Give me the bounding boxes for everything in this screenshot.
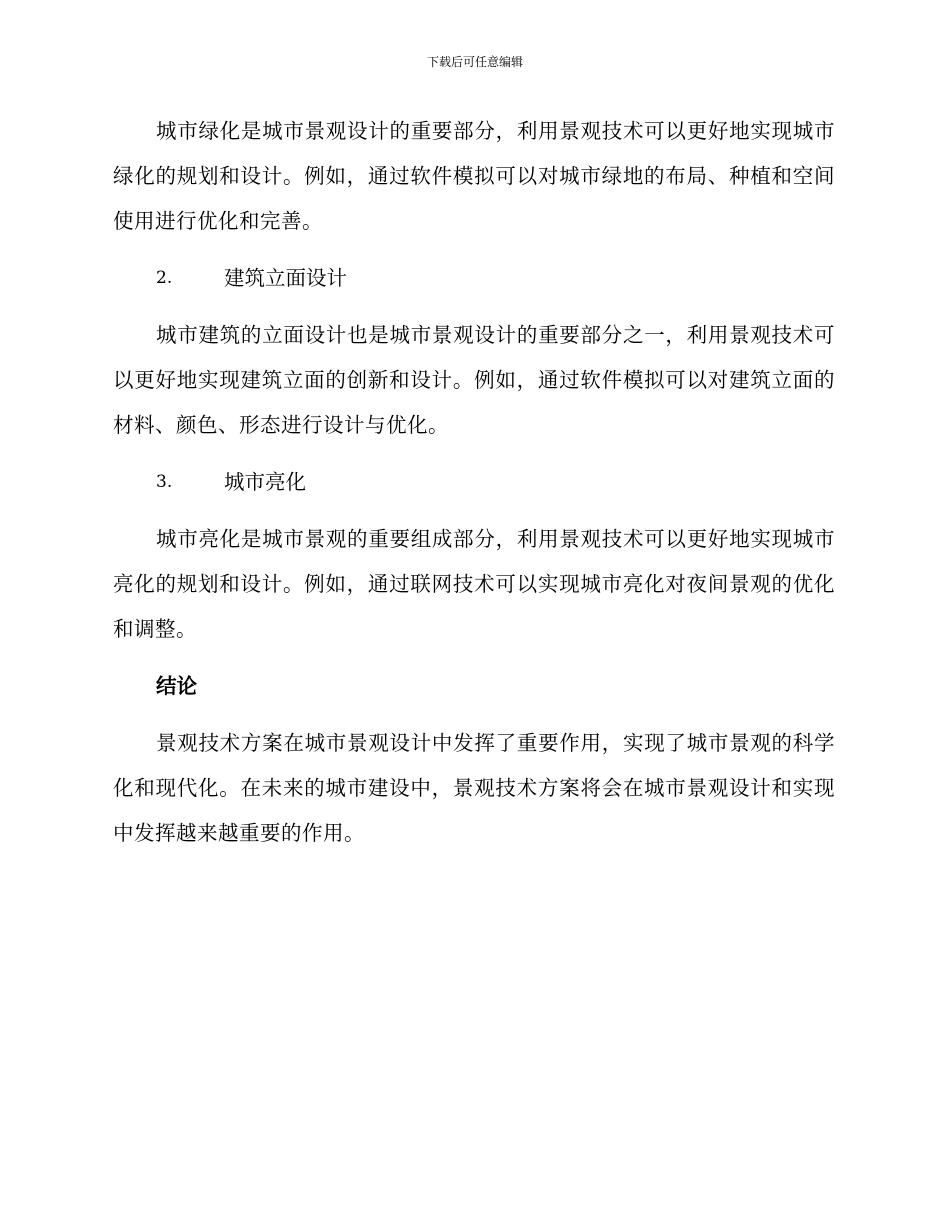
section-heading-facade — [113, 256, 835, 301]
paragraph-city-lighting: 城市亮化是城市景观的重要组成部分，利用景观技术可以更好地实现城市亮化的规划和设计。例如，通过联网技术可以实现城市亮化对夜间景观的优化和调整。 — [113, 527, 835, 641]
page-header: 下载后可任意编辑 — [426, 55, 523, 69]
section-title: 城市亮化 — [224, 470, 306, 494]
conclusion-heading: 结论 — [156, 674, 197, 698]
document-body — [113, 109, 835, 856]
paragraph-conclusion: 景观技术方案在城市景观设计中发挥了重要作用，实现了城市景观的科学化和现代化。在未来的城市建设中，景观技术方案将会在城市景观设计和实现中发挥越来越重要的作用。 — [113, 731, 835, 845]
section-number: 3. — [156, 472, 173, 492]
section-title: 建筑立面设计 — [224, 266, 347, 290]
paragraph-urban-greening: 城市绿化是城市景观设计的重要部分，利用景观技术可以更好地实现城市绿化的规划和设计。例如，通过软件模拟可以对城市绿地的布局、种植和空间使用进行优化和完善。 — [113, 119, 835, 233]
paragraph-facade-design: 城市建筑的立面设计也是城市景观设计的重要部分之一，利用景观技术可以更好地实现建筑立面的创新和设计。例如，通过软件模拟可以对建筑立面的材料、颜色、形态进行设计与优化。 — [113, 323, 835, 437]
section-heading-lighting — [113, 460, 835, 505]
section-number: 2. — [156, 268, 173, 288]
